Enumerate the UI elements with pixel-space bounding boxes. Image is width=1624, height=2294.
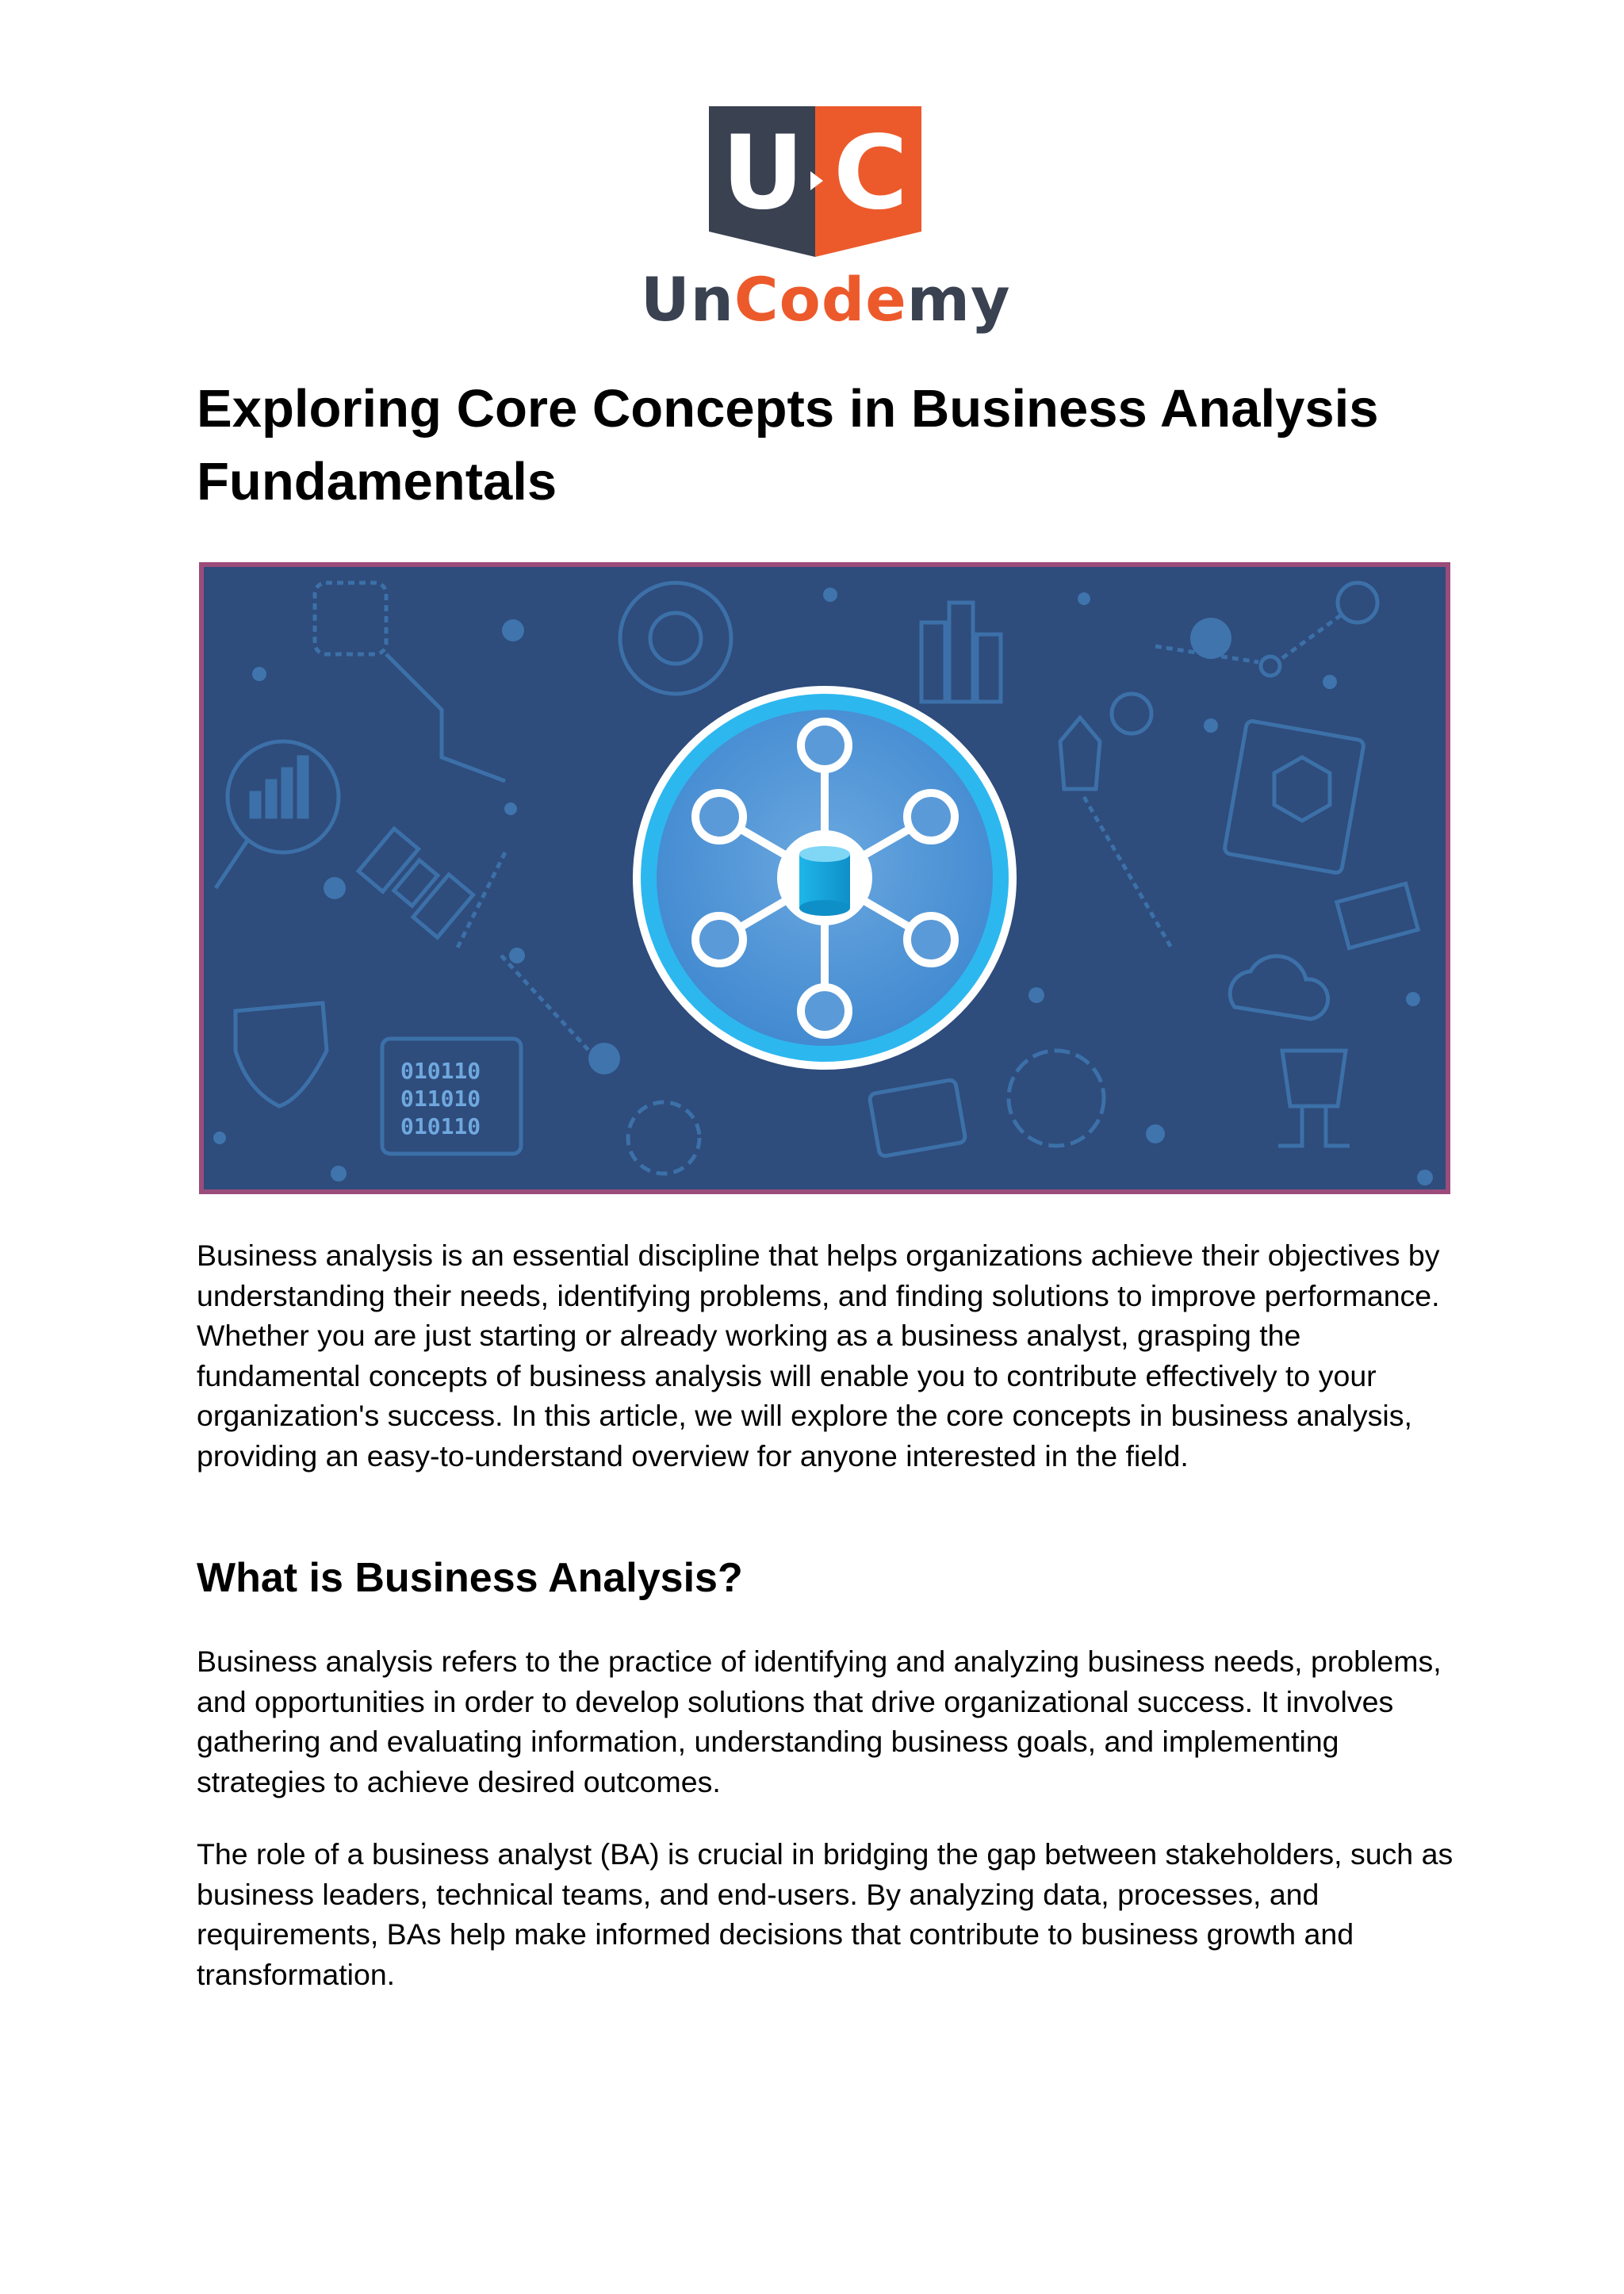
- logo-letter-c: C: [833, 114, 908, 232]
- logo-word-code: Code: [733, 264, 907, 335]
- logo-wordmark: [641, 262, 1011, 338]
- lock-gear-icon: [1009, 1051, 1104, 1146]
- binary-row-1: 010110: [400, 1058, 481, 1084]
- definition-paragraph: Business analysis refers to the practice of identifying and analyzing business needs, problems, and opportunities in order to develop solutions that drive organizational success. It involves gathering and evaluating information, understanding business goals, and implementing strategies to achieve desired outcomes.: [197, 1645, 1442, 1798]
- hero-illustration: [199, 562, 1450, 1194]
- uc-logo-mark: [709, 106, 921, 257]
- chip-icon: [315, 583, 386, 654]
- role-paragraph: The role of a business analyst (BA) is crucial in bridging the gap between stakeholders, such as business leaders, technical teams, and end-users. By analyzing data, processes, and requirements, BAs help make informed decisions that contribute to business growth and transformation.: [197, 1837, 1454, 1991]
- cloud-icon: [1230, 956, 1327, 1019]
- article-title: Exploring Core Concepts in Business Analysis Fundamentals: [197, 379, 1379, 511]
- uncodemy-logo: [641, 103, 1011, 335]
- logo-word-un: Un: [641, 264, 734, 335]
- presentation-icon: [1337, 883, 1418, 948]
- section-heading-what-is: What is Business Analysis?: [197, 1555, 743, 1601]
- blueprint-icon: [1224, 720, 1364, 873]
- rocket-icon: [1060, 718, 1100, 789]
- satellite-icon: [358, 829, 473, 937]
- trophy-icon: [1278, 1051, 1350, 1146]
- binary-row-2: 011010: [400, 1086, 481, 1112]
- gear-icon: [628, 1102, 699, 1174]
- logo-letter-u: U: [722, 114, 804, 232]
- id-card-icon: [869, 1079, 966, 1157]
- lifebuoy-icon: [620, 583, 731, 694]
- database-network-icon: [633, 686, 1017, 1070]
- shield-icon: [236, 1003, 327, 1106]
- logo-word-my: my: [906, 264, 1011, 335]
- buildings-icon: [921, 622, 945, 702]
- hero-svg: [204, 567, 1446, 1189]
- binary-row-3: 010110: [400, 1113, 481, 1139]
- intro-paragraph: Business analysis is an essential discipline that helps organizations achieve their objectives by understanding their needs, identifying problems, and finding solutions to improve performance. Whether you are just starting or already working as a business analyst, grasping the fundamental concepts of business analysis will enable you to contribute effectively to your organization's success. In this article, we will explore the core concepts in business analysis, providing an easy-to-understand overview for anyone interested in the field.: [197, 1239, 1440, 1473]
